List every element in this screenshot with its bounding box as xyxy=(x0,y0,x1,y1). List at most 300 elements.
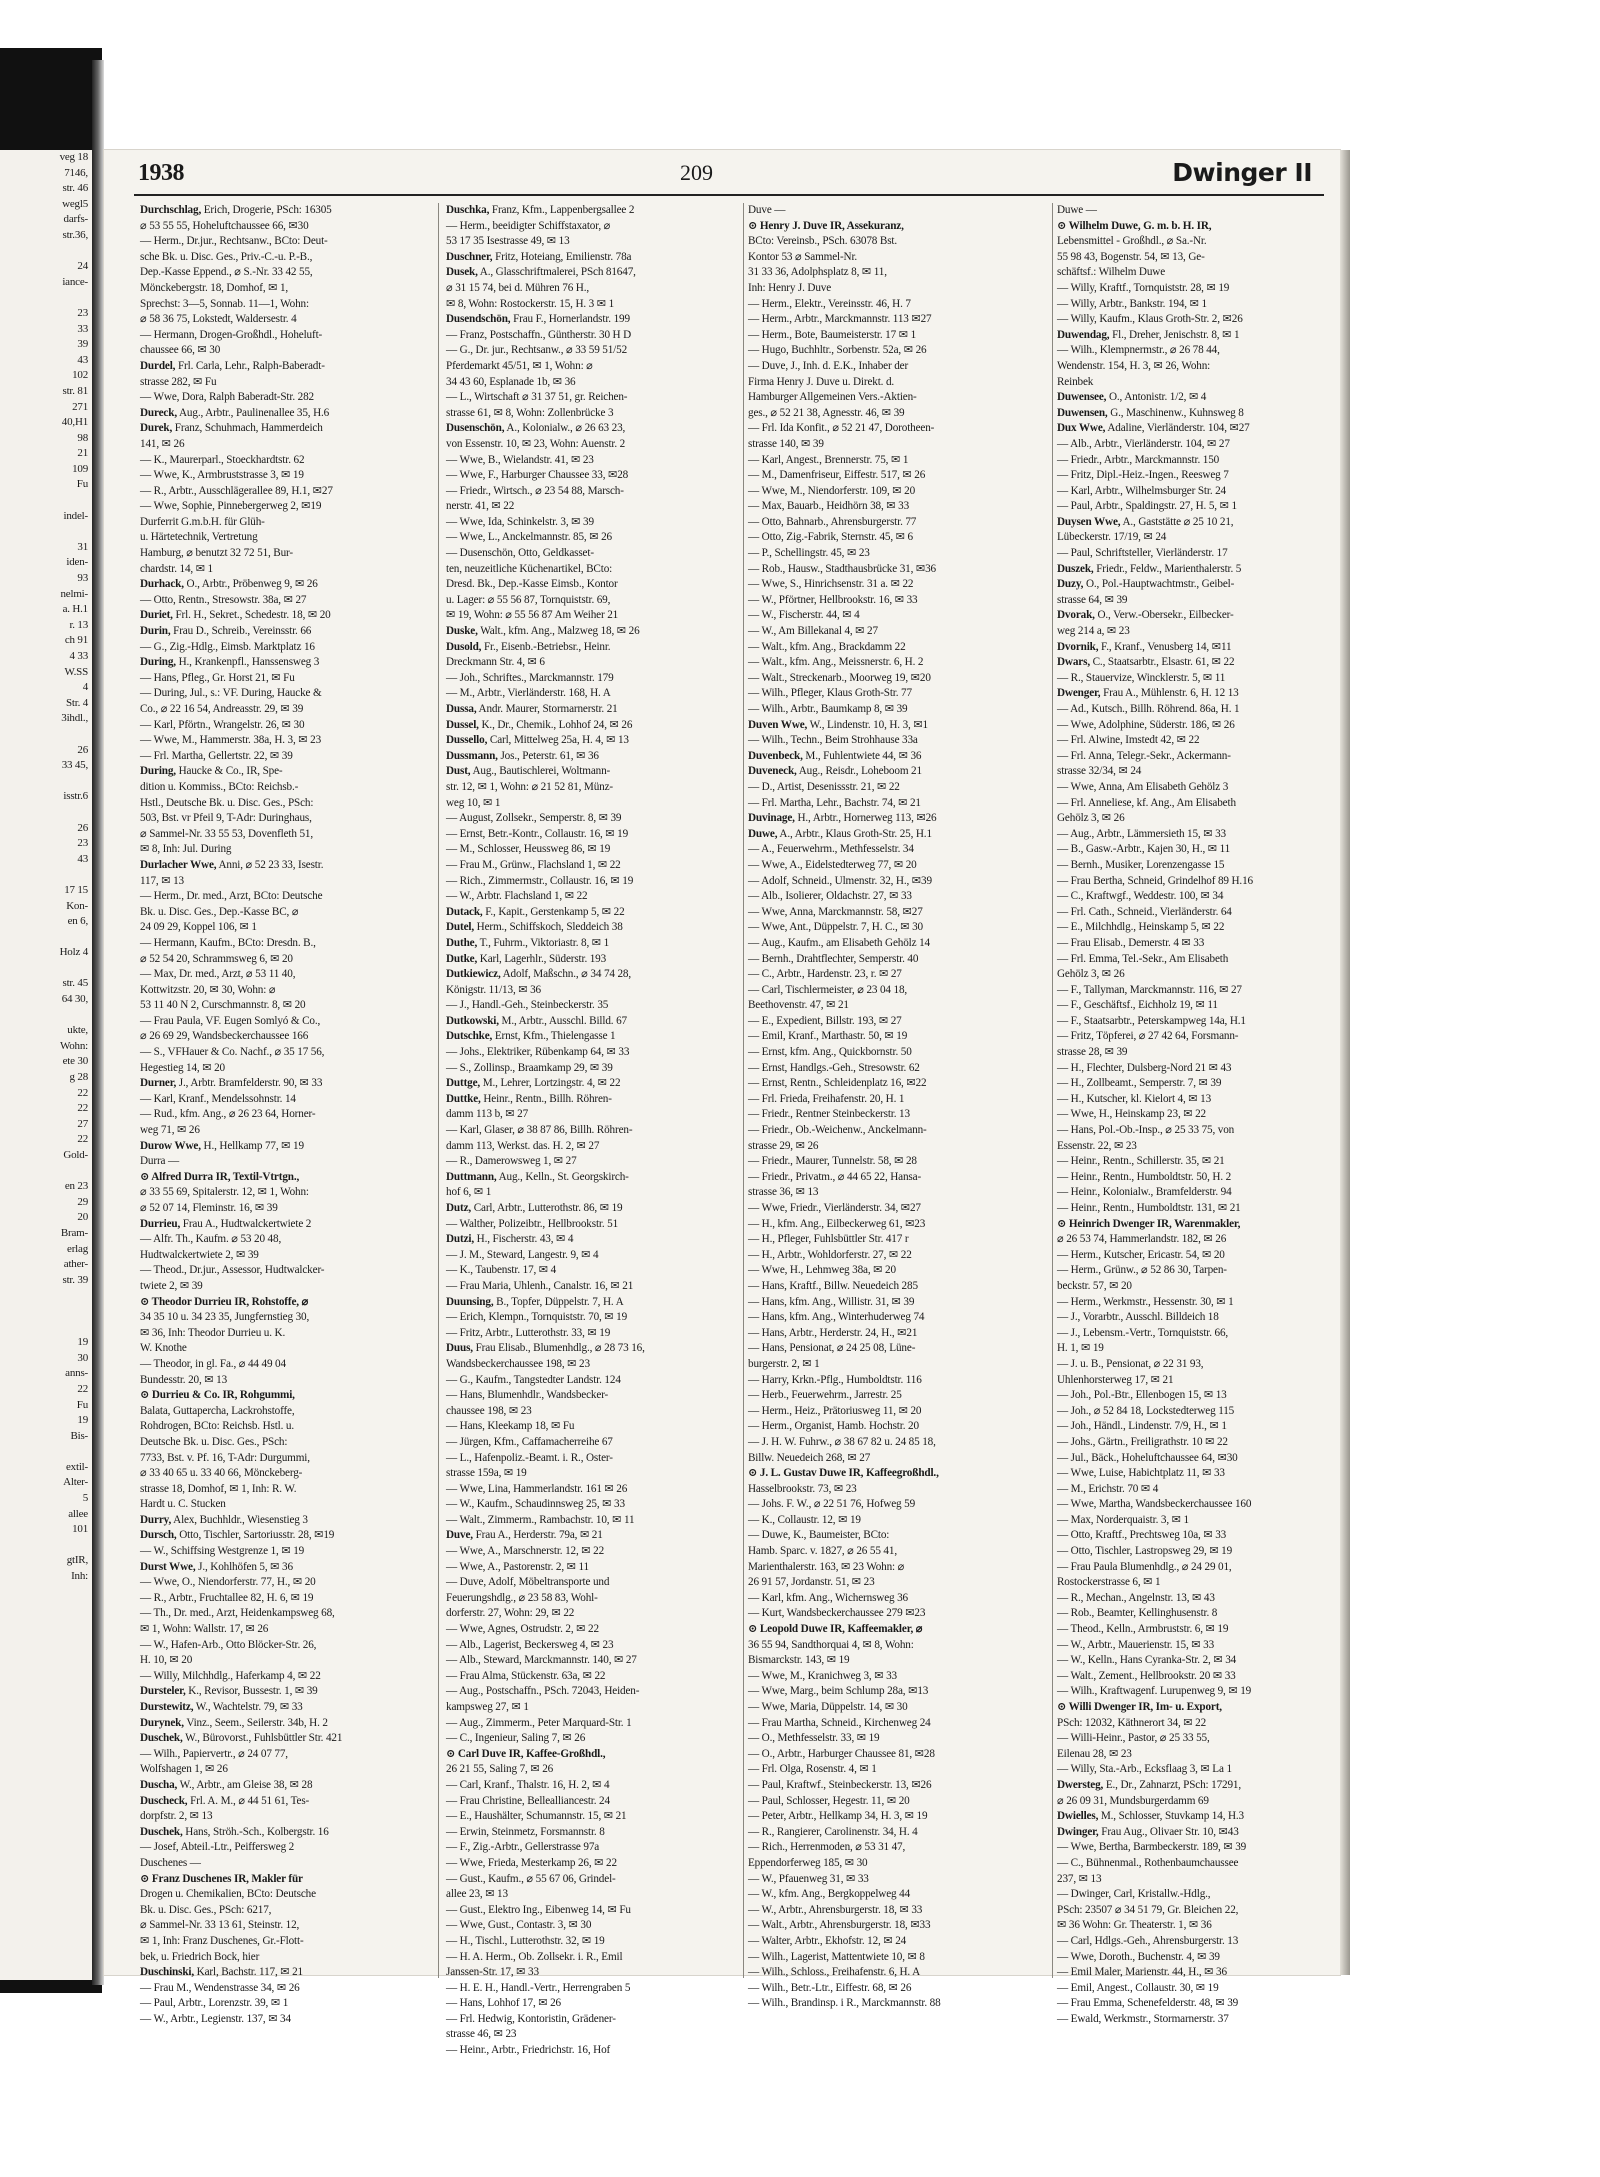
directory-entry: — Wwe, L., Anckelmannstr. 85, ✉ 26 xyxy=(446,531,612,544)
directory-entry: ⊙ J. L. Gustav Duwe IR, Kaffeegroßhdl., xyxy=(748,1467,939,1480)
margin-fragment: 22 xyxy=(77,1133,88,1146)
directory-entry: Dutz, Carl, Arbtr., Lutterothstr. 86, ✉ 19 xyxy=(446,1202,623,1214)
directory-entry: Duwendag, Fl., Dreher, Jenischstr. 8, ✉ 1 xyxy=(1057,328,1240,341)
directory-entry: Duschner, Fritz, Hoteiang, Emilienstr. 78a xyxy=(446,250,632,263)
directory-entry: — Herm., Elektr., Vereinsstr. 46, H. 7 xyxy=(748,297,911,310)
directory-entry: Lebensmittel - Großhdl., ⌀ Sa.-Nr. xyxy=(1057,235,1207,248)
directory-entry: 26 91 57, Jordanstr. 51, ✉ 23 xyxy=(748,1576,875,1589)
directory-entry: 53 17 35 Isestrasse 49, ✉ 13 xyxy=(446,235,570,248)
directory-entry: — Frl. Emma, Tel.-Sekr., Am Elisabeth xyxy=(1057,952,1229,965)
directory-entry: Dwersteg, E., Dr., Zahnarzt, PSch: 17291, xyxy=(1057,1778,1242,1791)
margin-fragment xyxy=(0,1444,92,1460)
directory-entry: Durferrit G.m.b.H. für Glüh- xyxy=(140,515,265,528)
directory-entry: — Joh., Pol.-Btr., Ellenbogen 15, ✉ 13 xyxy=(1057,1389,1227,1402)
directory-entry: — Frl. Olga, Rosenstr. 4, ✉ 1 xyxy=(748,1763,877,1776)
directory-entry: — Wwe, M., Kranichweg 3, ✉ 33 xyxy=(748,1669,897,1682)
directory-entry: — H., Kutscher, kl. Kielort 4, ✉ 13 xyxy=(1057,1092,1212,1105)
directory-entry: Dwenger, Frau A., Mühlenstr. 6, H. 12 13 xyxy=(1057,687,1239,700)
directory-entry: 31 33 36, Adolphsplatz 8, ✉ 11, xyxy=(748,266,887,279)
directory-entry: — Hans, Lohhof 17, ✉ 26 xyxy=(446,1997,561,2010)
directory-entry: — A., Feuerwehrm., Methfesselstr. 34 xyxy=(748,843,914,856)
directory-entry: Durhack, O., Arbtr., Pröbenweg 9, ✉ 26 xyxy=(140,578,318,591)
directory-entry: — Max, Dr. med., Arzt, ⌀ 53 11 40, xyxy=(140,968,296,981)
margin-fragment: anns- xyxy=(65,1367,88,1380)
margin-fragment xyxy=(0,805,92,821)
margin-fragment: Gold- xyxy=(63,1149,88,1161)
directory-entry: — Wwe, A., Marschnerstr. 12, ✉ 22 xyxy=(446,1545,605,1558)
margin-fragment: Bis- xyxy=(70,1429,88,1442)
directory-entry: ⌀ 52 54 20, Schrammsweg 6, ✉ 20 xyxy=(140,952,293,965)
directory-entry: — Hans, Arbtr., Herderstr. 24, H., ✉21 xyxy=(748,1326,918,1339)
directory-entry: — Paul, Arbtr., Lorenzstr. 39, ✉ 1 xyxy=(140,1997,289,2010)
directory-entry: — Wwe, H., Heinskamp 23, ✉ 22 xyxy=(1057,1108,1206,1121)
directory-entry: — Johs. F. W., ⌀ 22 51 76, Hofweg 59 xyxy=(748,1498,916,1511)
margin-fragment: g 28 xyxy=(69,1071,88,1084)
directory-entry: Hardt u. C. Stucken xyxy=(140,1498,226,1511)
directory-entry: 53 11 40 N 2, Curschmannstr. 8, ✉ 20 xyxy=(140,999,306,1012)
directory-entry: — Hans, Kraftf., Billw. Neuedeich 285 xyxy=(748,1279,918,1292)
margin-fragment xyxy=(0,1288,92,1304)
directory-entry: — R., Rangierer, Carolinenstr. 34, H. 4 xyxy=(748,1825,918,1838)
directory-entry: — Wwe, F., Harburger Chaussee 33, ✉28 xyxy=(446,469,629,482)
directory-entry: — P., Schellingstr. 45, ✉ 23 xyxy=(748,547,870,560)
directory-entry: Duschenes — xyxy=(140,1856,201,1869)
margin-fragment: 5 xyxy=(82,1492,88,1505)
margin-fragment xyxy=(0,1320,92,1336)
directory-entry: — Frl. Frieda, Freihafenstr. 20, H. 1 xyxy=(748,1092,905,1105)
margin-fragment: Wohn: xyxy=(59,1039,88,1052)
directory-entry: — Alb., Isolierer, Oldachstr. 27, ✉ 33 xyxy=(748,890,912,903)
directory-entry: — Theod., Kelln., Armbruststr. 6, ✉ 19 xyxy=(1057,1623,1229,1636)
directory-entry: — F., Zig.-Arbtr., Gellerstrasse 97a xyxy=(446,1841,600,1854)
directory-entry: Eppendorferweg 185, ✉ 30 xyxy=(748,1856,868,1869)
directory-entry: 34 35 10 u. 34 23 35, Jungfernstieg 30, xyxy=(140,1311,310,1324)
directory-entry: — Wilh., Arbtr., Baumkamp 8, ✉ 39 xyxy=(748,703,908,715)
directory-entry: weg 10, ✉ 1 xyxy=(446,796,501,809)
directory-entry: Dust, Aug., Bautischlerei, Woltmann- xyxy=(446,765,611,778)
directory-entry: Durdel, Frl. Carla, Lehr., Ralph-Baberadt- xyxy=(140,359,325,372)
directory-entry: — Willy, Kraftf., Tornquiststr. 28, ✉ 19 xyxy=(1057,281,1230,294)
directory-entry: — Rich., Zimmermstr., Collaustr. 16, ✉ 19 xyxy=(446,874,634,887)
directory-entry: — Gust., Kaufm., ⌀ 55 67 06, Grindel- xyxy=(446,1872,616,1885)
directory-entry: — Wwe, Frieda, Mesterkamp 26, ✉ 22 xyxy=(446,1856,617,1869)
directory-entry: Dreckmann Str. 4, ✉ 6 xyxy=(446,656,545,669)
directory-entry: strasse 29, ✉ 26 xyxy=(748,1139,819,1152)
directory-entry: Hamburg, ⌀ benutzt 32 72 51, Bur- xyxy=(140,547,293,560)
directory-entry: beckstr. 57, ✉ 20 xyxy=(1057,1279,1132,1292)
directory-entry: — S., VFHauer & Co. Nachf., ⌀ 35 17 56, xyxy=(140,1046,325,1059)
directory-entry: — Erwin, Steinmetz, Forsmannstr. 8 xyxy=(446,1825,605,1838)
directory-entry: — Kurt, Wandsbeckerchaussee 279 ✉23 xyxy=(748,1607,926,1620)
directory-entry: — Frl. Alwine, Imstedt 42, ✉ 22 xyxy=(1057,734,1200,747)
directory-entry: Dresd. Bk., Dep.-Kasse Eimsb., Kontor xyxy=(446,578,618,591)
directory-entry: — Fritz, Dipl.-Heiz.-Ingen., Reesweg 7 xyxy=(1057,469,1229,482)
directory-entry: Duscha, W., Arbtr., am Gleise 38, ✉ 28 xyxy=(140,1778,313,1791)
directory-entry: PSch: 12032, Käthnerort 34, ✉ 22 xyxy=(1057,1716,1207,1729)
directory-entry: — R., Arbtr., Ausschlägerallee 89, H.1, ✉27 xyxy=(140,484,333,497)
margin-fragment xyxy=(0,961,92,977)
running-title: Dwinger II xyxy=(1172,158,1312,187)
directory-entry: — Walt., kfm. Ang., Meissnerstr. 6, H. 2 xyxy=(748,656,924,669)
directory-entry: Mönckebergstr. 18, Domhof, ✉ 1, xyxy=(140,281,289,294)
margin-fragment: 93 xyxy=(77,572,88,585)
directory-entry: Duwensen, G., Maschinenw., Kuhnsweg 8 xyxy=(1057,406,1244,419)
directory-entry: Duschek, Hans, Ströh.-Sch., Kolbergstr. 16 xyxy=(140,1825,329,1838)
directory-entry: — J., Handl.-Geh., Steinbeckerstr. 35 xyxy=(446,999,609,1012)
directory-entry: chardstr. 14, ✉ 1 xyxy=(140,562,214,575)
directory-entry: Duschinski, Karl, Bachstr. 117, ✉ 21 xyxy=(140,1966,304,1979)
directory-entry: ✉ 8, Inh: Jul. During xyxy=(140,843,232,856)
directory-entry: — Frl. Anna, Telegr.-Sekr., Ackermann- xyxy=(1057,749,1231,762)
directory-entry: — M., Damenfriseur, Eiffestr. 517, ✉ 26 xyxy=(748,469,926,482)
directory-entry: — C., Ingenieur, Saling 7, ✉ 26 xyxy=(446,1732,586,1745)
margin-fragment: 31 xyxy=(77,540,88,553)
directory-entry: Duschka, Franz, Kfm., Lappenbergsallee 2 xyxy=(446,204,635,216)
directory-entry: Durin, Frau D., Schreib., Vereinsstr. 66 xyxy=(140,625,312,638)
directory-entry: — Peter, Arbtr., Hellkamp 34, H. 3, ✉ 19 xyxy=(748,1810,928,1823)
directory-entry: ⌀ 33 40 65 u. 33 40 66, Mönckeberg- xyxy=(140,1467,303,1480)
directory-entry: twiete 2, ✉ 39 xyxy=(140,1279,203,1292)
directory-entry: Bk. u. Disc. Ges., PSch: 6217, xyxy=(140,1903,272,1916)
directory-entry: Duwensee, O., Antonistr. 1/2, ✉ 4 xyxy=(1057,391,1207,404)
directory-entry: — Frl. Anneliese, kf. Ang., Am Elisabeth xyxy=(1057,796,1236,809)
directory-entry: PSch: 23507 ⌀ 34 51 79, Gr. Bleichen 22, xyxy=(1057,1903,1239,1916)
directory-entry: Durstewitz, W., Wachtelstr. 79, ✉ 33 xyxy=(140,1701,303,1713)
margin-fragment: Fu xyxy=(76,1398,88,1411)
directory-entry: damm 113, Werkst. das. H. 2, ✉ 27 xyxy=(446,1139,600,1152)
directory-entry: — Karl, kfm. Ang., Wichernsweg 36 xyxy=(748,1591,908,1604)
directory-entry: — Frl. Martha, Lehr., Bachstr. 74, ✉ 21 xyxy=(748,796,921,809)
directory-entry: — Wwe, A., Pastorenstr. 2, ✉ 11 xyxy=(446,1560,590,1573)
directory-entry: Dusenschön, A., Kolonialw., ⌀ 26 63 23, xyxy=(446,422,626,435)
directory-entry: Gehölz 3, ✉ 26 xyxy=(1057,968,1125,981)
directory-entry: Dutkowski, M., Arbtr., Ausschl. Billd. 67 xyxy=(446,1014,627,1027)
directory-entry: — Willy, Arbtr., Bankstr. 194, ✉ 1 xyxy=(1057,297,1207,310)
directory-entry: — Friedr., Privatm., ⌀ 44 65 22, Hansa- xyxy=(748,1170,922,1183)
directory-entry: Duunsing, B., Topfer, Düppelstr. 7, H. A xyxy=(446,1295,624,1308)
directory-entry: — Herm., Dr. med., Arzt, BCto: Deutsche xyxy=(140,890,323,903)
directory-entry: ⊙ Carl Duve IR, Kaffee-Großhdl., xyxy=(446,1747,606,1760)
directory-entry: Durrieu, Frau A., Hudtwalckertwiete 2 xyxy=(140,1217,312,1230)
directory-entry: — Otto, Kraftf., Prechtsweg 10a, ✉ 33 xyxy=(1057,1529,1227,1542)
directory-entry: — Bernh., Musiker, Lorenzengasse 15 xyxy=(1057,858,1225,871)
directory-entry: — L., Wirtschaft ⌀ 31 37 51, gr. Reichen- xyxy=(446,391,628,404)
directory-entry: Dutschke, Ernst, Kfm., Thielengasse 1 xyxy=(446,1030,616,1043)
directory-entry: — Wwe, B., Wielandstr. 41, ✉ 23 xyxy=(446,453,594,466)
directory-entry: — Heinr., Rentn., Humboldtstr. 131, ✉ 21 xyxy=(1057,1202,1241,1214)
directory-entry: Dussel, K., Dr., Chemik., Lohhof 24, ✉ 26 xyxy=(446,718,633,731)
directory-entry: — W., Arbtr., Legienstr. 137, ✉ 34 xyxy=(140,2012,291,2025)
margin-fragment: en 6, xyxy=(67,915,88,928)
margin-fragment: 109 xyxy=(72,462,88,475)
directory-entry: — Ad., Kutsch., Billh. Röhrend. 86a, H. 1 xyxy=(1057,703,1240,715)
directory-entry: Wendenstr. 154, H. 3, ✉ 26, Wohn: xyxy=(1057,359,1211,372)
directory-entry: Duus, Frau Elisab., Blumenhdlg., ⌀ 28 73 16, xyxy=(446,1342,645,1355)
directory-entry: strasse 36, ✉ 13 xyxy=(748,1186,819,1199)
directory-entry: — Otto, Bahnarb., Ahrensburgerstr. 77 xyxy=(748,515,917,528)
margin-fragment xyxy=(0,290,92,306)
directory-entry: — H. A. Herm., Ob. Zollsekr. i. R., Emil xyxy=(446,1950,623,1963)
directory-entry: Duysen Wwe, A., Gaststätte ⌀ 25 10 21, xyxy=(1057,515,1234,528)
directory-entry: ⊙ Heinrich Dwenger IR, Warenmakler, xyxy=(1057,1217,1241,1230)
gutter-shadow xyxy=(92,60,104,1985)
directory-entry: — Willy, Sta.-Arb., Ecksflaag 3, ✉ La 1 xyxy=(1057,1763,1232,1776)
directory-entry: — Ernst, Rentn., Schleidenplatz 16, ✉22 xyxy=(748,1077,927,1090)
directory-entry: strasse 159a, ✉ 19 xyxy=(446,1467,527,1480)
directory-entry: Dusold, Fr., Eisenb.-Betriebsr., Heinr. xyxy=(446,640,611,653)
margin-fragment: Kon- xyxy=(66,899,88,912)
page-year: 1938 xyxy=(138,160,184,186)
directory-entry: Dusendschön, Frau F., Hornerlandstr. 199 xyxy=(446,313,630,326)
directory-entry: Duveneck, Aug., Reisdr., Loheboom 21 xyxy=(748,765,922,778)
directory-entry: ⌀ Sammel-Nr. 33 55 53, Dovenfleth 51, xyxy=(140,827,314,840)
margin-fragment: 17 15 xyxy=(64,883,88,896)
directory-entry: Hudtwalckertwiete 2, ✉ 39 xyxy=(140,1248,259,1261)
directory-entry: bek, u. Friedrich Bock, hier xyxy=(140,1950,260,1963)
directory-entry: Dusek, A., Glasschriftmalerei, PSch 81647, xyxy=(446,266,636,279)
directory-entry: ✉ 1, Inh: Franz Duschenes, Gr.-Flott- xyxy=(140,1934,304,1947)
directory-entry: Durry, Alex, Buchhldr., Wiesenstieg 3 xyxy=(140,1513,308,1526)
margin-fragment: ather- xyxy=(63,1258,88,1271)
directory-entry: — Dwinger, Carl, Kristallw.-Hdlg., xyxy=(1057,1888,1211,1901)
directory-entry: — Walt., Arbtr., Ahrensburgerstr. 18, ✉33 xyxy=(748,1919,931,1932)
directory-entry: — Wilh., Techn., Beim Strohhause 33a xyxy=(748,734,918,747)
margin-fragment: wegl5 xyxy=(62,197,88,210)
directory-entry: ⊙ Durrieu & Co. IR, Rohgummi, xyxy=(140,1389,295,1402)
directory-entry: — Carl, Tischlermeister, ⌀ 23 04 18, xyxy=(748,983,908,996)
directory-entry: — Hans, Pensionat, ⌀ 24 25 08, Lüne- xyxy=(748,1342,916,1355)
directory-entry: — R., Mechan., Angelnstr. 13, ✉ 43 xyxy=(1057,1591,1215,1604)
directory-entry: chaussee 198, ✉ 23 xyxy=(446,1404,532,1417)
margin-fragment: 23 xyxy=(77,837,88,850)
directory-entry: Durow Wwe, H., Hellkamp 77, ✉ 19 xyxy=(140,1139,304,1152)
directory-entry: — Wwe, A., Eidelstedterweg 77, ✉ 20 xyxy=(748,858,917,871)
directory-entry: ⌀ 26 53 74, Hammerlandstr. 182, ✉ 26 xyxy=(1057,1233,1227,1246)
directory-entry: During, Haucke & Co., IR, Spe- xyxy=(140,765,283,778)
directory-entry: — Otto, Tischler, Lastropsweg 29, ✉ 19 xyxy=(1057,1545,1233,1558)
directory-entry: Balata, Guttapercha, Lackrohstoffe, xyxy=(140,1404,295,1417)
directory-entry: — W., Am Billekanal 4, ✉ 27 xyxy=(748,625,878,638)
margin-fragment: 271 xyxy=(72,400,88,413)
directory-entry: — Frau M., Wendenstrasse 34, ✉ 26 xyxy=(140,1981,300,1994)
directory-entry: Duwe, A., Arbtr., Klaus Groth-Str. 25, H.1 xyxy=(748,827,932,840)
directory-entry: — Paul, Schriftsteller, Vierländerstr. 17 xyxy=(1057,547,1228,560)
directory-entry: str. 12, ✉ 1, Wohn: ⌀ 21 52 81, Münz- xyxy=(446,780,614,793)
directory-entry: — W., Schiffsing Westgrenze 1, ✉ 19 xyxy=(140,1545,305,1558)
directory-entry: Duzy, O., Pol.-Hauptwachtmstr., Geibel- xyxy=(1057,578,1235,591)
margin-fragment: 19 xyxy=(77,1336,88,1349)
directory-entry: von Essenstr. 10, ✉ 23, Wohn: Auenstr. 2 xyxy=(446,437,626,450)
directory-entry: — W., Arbtr., Ahrensburgerstr. 18, ✉ 33 xyxy=(748,1903,923,1916)
directory-entry: Bk. u. Disc. Ges., Dep.-Kasse BC, ⌀ xyxy=(140,905,299,918)
margin-fragment: 64 30, xyxy=(61,993,88,1006)
directory-entry: Duriet, Frl. H., Sekret., Schedestr. 18, ✉ 20 xyxy=(140,609,331,622)
margin-fragment: erlag xyxy=(67,1242,88,1255)
directory-entry: — Willi-Heinr., Pastor, ⌀ 25 33 55, xyxy=(1057,1732,1210,1745)
column-divider xyxy=(1052,203,1053,1978)
directory-entry: ⌀ Sammel-Nr. 33 13 61, Steinstr. 12, xyxy=(140,1919,300,1932)
directory-entry: — Ernst, kfm. Ang., Quickbornstr. 50 xyxy=(748,1046,912,1059)
directory-entry: — Hermann, Kaufm., BCto: Dresdn. B., xyxy=(140,936,316,949)
directory-entry: ⊙ Theodor Durrieu IR, Rohstoffe, ⌀ xyxy=(140,1295,309,1308)
directory-entry: ⌀ 53 55 55, Hoheluftchaussee 66, ✉30 xyxy=(140,219,309,232)
directory-entry: — Heinr., Rentn., Humboldtstr. 50, H. 2 xyxy=(1057,1170,1232,1183)
margin-fragment: extil- xyxy=(65,1460,88,1473)
directory-entry: Durner, J., Arbtr. Bramfelderstr. 90, ✉ 33 xyxy=(140,1077,323,1090)
directory-entry: — Frau M., Grünw., Flachsland 1, ✉ 22 xyxy=(446,858,621,871)
margin-fragment xyxy=(0,524,92,540)
directory-entry: Firma Henry J. Duve u. Direkt. d. xyxy=(748,375,895,388)
directory-entry: Eilenau 28, ✉ 23 xyxy=(1057,1747,1132,1760)
directory-entry: Duscheck, Frl. A. M., ⌀ 44 51 61, Tes- xyxy=(140,1794,310,1807)
directory-entry: — Fritz, Töpferei, ⌀ 27 42 64, Forsmann- xyxy=(1057,1030,1239,1043)
directory-entry: Reinbek xyxy=(1057,375,1094,388)
directory-entry: weg 71, ✉ 26 xyxy=(140,1124,200,1137)
directory-entry: Bismarckstr. 143, ✉ 19 xyxy=(748,1654,850,1667)
directory-entry: 141, ✉ 26 xyxy=(140,437,185,450)
directory-entry: — Herm., Organist, Hamb. Hochstr. 20 xyxy=(748,1420,919,1433)
header-rule xyxy=(134,194,1324,196)
directory-entry: sche Bk. u. Disc. Ges., Priv.-C.-u. P.-B., xyxy=(140,250,313,263)
directory-entry: — Emil, Angest., Collaustr. 30, ✉ 19 xyxy=(1057,1981,1219,1994)
column-divider xyxy=(743,203,744,1978)
directory-entry: ⊙ Willi Dwenger IR, Im- u. Export, xyxy=(1057,1701,1222,1713)
directory-entry: — Herm., Werkmstr., Hessenstr. 30, ✉ 1 xyxy=(1057,1295,1234,1308)
directory-entry: — Joh., ⌀ 52 84 18, Lockstedterweg 115 xyxy=(1057,1404,1235,1417)
directory-entry: — Alb., Lagerist, Beckersweg 4, ✉ 23 xyxy=(446,1638,614,1651)
directory-entry: dorpfstr. 2, ✉ 13 xyxy=(140,1810,213,1823)
margin-fragment: 26 xyxy=(77,743,88,756)
directory-entry: — Wwe, Marg., beim Schlump 28a, ✉13 xyxy=(748,1685,929,1698)
margin-fragment: r. 13 xyxy=(69,618,88,631)
directory-entry: Co., ⌀ 22 16 54, Andreasstr. 29, ✉ 39 xyxy=(140,703,304,715)
directory-entry: — Adolf, Schneid., Ulmenstr. 32, H., ✉39 xyxy=(748,874,932,887)
directory-entry: 237, ✉ 13 xyxy=(1057,1872,1102,1885)
directory-entry: — G., Zig.-Hdlg., Eimsb. Marktplatz 16 xyxy=(140,640,315,653)
margin-fragment: 22 xyxy=(77,1382,88,1395)
directory-entry: — O., Arbtr., Harburger Chaussee 81, ✉28 xyxy=(748,1747,935,1760)
directory-entry: — Frau Emma, Schenefelderstr. 48, ✉ 39 xyxy=(1057,1997,1239,2010)
directory-entry: — H., Zollbeamt., Semperstr. 7, ✉ 39 xyxy=(1057,1077,1222,1090)
directory-entry: — August, Zollsekr., Semperstr. 8, ✉ 39 xyxy=(446,812,622,825)
directory-entry: — Willy, Kaufm., Klaus Groth-Str. 2, ✉26 xyxy=(1057,313,1243,326)
margin-fragment: 43 xyxy=(77,852,88,865)
margin-fragment: 43 xyxy=(77,353,88,366)
directory-entry: — H., Pfleger, Fuhlsbüttler Str. 417 r xyxy=(748,1233,909,1246)
directory-entry: 26 21 55, Saling 7, ✉ 26 xyxy=(446,1763,554,1776)
directory-entry: — Th., Dr. med., Arzt, Heidenkampsweg 68, xyxy=(140,1607,335,1620)
directory-entry: — Alb., Arbtr., Vierländerstr. 104, ✉ 27 xyxy=(1057,437,1230,450)
directory-entry: Durchschlag, Erich, Drogerie, PSch: 16305 xyxy=(140,204,332,216)
directory-entry: burgerstr. 2, ✉ 1 xyxy=(748,1357,820,1370)
margin-fragment: veg 18 xyxy=(59,151,88,163)
directory-entry: — Walt., kfm. Ang., Brackdamm 22 xyxy=(748,640,906,653)
directory-entry: Rostockerstrasse 6, ✉ 1 xyxy=(1057,1576,1161,1589)
directory-entry: Duszek, Friedr., Feldw., Marienthalerstr. 5 xyxy=(1057,562,1242,575)
directory-entry: — Herm., Heiz., Prätoriusweg 11, ✉ 20 xyxy=(748,1404,922,1417)
directory-entry: — F., Staatsarbtr., Peterskampweg 14a, H.1 xyxy=(1057,1014,1246,1027)
directory-entry: — E., Haushälter, Schumannstr. 15, ✉ 21 xyxy=(446,1810,627,1823)
directory-entry: Dureck, Aug., Arbtr., Paulinenallee 35, H.6 xyxy=(140,406,330,419)
margin-fragment: 29 xyxy=(77,1195,88,1208)
directory-entry: — Karl, Pförtn., Wrangelstr. 26, ✉ 30 xyxy=(140,718,305,731)
directory-entry: chaussee 66, ✉ 30 xyxy=(140,344,221,357)
directory-entry: — J., Lebensm.-Vertr., Tornquiststr. 66, xyxy=(1057,1326,1229,1339)
directory-entry: strasse 46, ✉ 23 xyxy=(446,2028,517,2041)
directory-entry: — Alfr. Th., Kaufm. ⌀ 53 20 48, xyxy=(140,1233,282,1246)
directory-entry: — K., Maurerparl., Stoeckhardtstr. 62 xyxy=(140,453,305,466)
directory-entry: — B., Gasw.-Arbtr., Kajen 30, H., ✉ 11 xyxy=(1057,843,1231,856)
directory-entry: Königstr. 11/13, ✉ 36 xyxy=(446,983,542,996)
directory-entry: During, H., Krankenpfl., Hanssensweg 3 xyxy=(140,656,320,669)
directory-entry: strasse 28, ✉ 39 xyxy=(1057,1046,1128,1059)
directory-entry: — Paul, Kraftwf., Steinbeckerstr. 13, ✉26 xyxy=(748,1778,932,1791)
directory-entry: — Theodor, in gl. Fa., ⌀ 44 49 04 xyxy=(140,1357,286,1370)
directory-entry: — Wilh., Brandinsp. i R., Marckmannstr. 88 xyxy=(748,1997,941,2010)
directory-entry: — Wwe, K., Armbruststrasse 3, ✉ 19 xyxy=(140,469,304,482)
margin-fragment: darfs- xyxy=(63,213,88,226)
directory-entry: Dutack, F., Kapit., Gerstenkamp 5, ✉ 22 xyxy=(446,905,625,918)
margin-fragment: Bram- xyxy=(60,1226,88,1239)
directory-entry: — Aug., Postschaffn., PSch. 72043, Heiden- xyxy=(446,1685,640,1698)
directory-entry: — Hans, kfm. Ang., Winterhuderweg 74 xyxy=(748,1311,925,1324)
directory-entry: Janssen-Str. 17, ✉ 33 xyxy=(446,1966,539,1979)
directory-entry: — Heinr., Rentn., Schillerstr. 35, ✉ 21 xyxy=(1057,1155,1225,1168)
directory-entry: strasse 64, ✉ 39 xyxy=(1057,593,1128,606)
directory-entry: — Wwe, Ida, Schinkelstr. 3, ✉ 39 xyxy=(446,515,594,528)
directory-entry: — Wwe, Adolphine, Süderstr. 186, ✉ 26 xyxy=(1057,718,1235,731)
directory-entry: Feuerungshdlg., ⌀ 23 58 83, Wohl- xyxy=(446,1591,598,1604)
directory-entry: — Friedr., Ob.-Weichenw., Anckelmann- xyxy=(748,1124,927,1137)
margin-fragment xyxy=(0,1538,92,1554)
directory-entry: Hamburger Allgemeinen Vers.-Aktien- xyxy=(748,391,917,404)
directory-entry: — W., Kaufm., Schaudinnsweg 25, ✉ 33 xyxy=(446,1498,625,1511)
directory-entry: Dutzi, H., Fischerstr. 43, ✉ 4 xyxy=(446,1233,574,1246)
directory-entry: — Heinr., Arbtr., Friedrichstr. 16, Hof xyxy=(446,2044,611,2057)
directory-entry: — Joh., Händl., Lindenstr. 7/9, H., ✉ 1 xyxy=(1057,1420,1227,1433)
directory-entry: ⊙ Henry J. Duve IR, Assekuranz, xyxy=(748,219,904,232)
directory-entry: — Dusenschön, Otto, Geldkasset- xyxy=(446,547,594,560)
directory-entry: 36 55 94, Sandthorquai 4, ✉ 8, Wohn: xyxy=(748,1638,914,1651)
directory-entry: — Bernh., Drahtflechter, Semperstr. 40 xyxy=(748,952,919,965)
margin-fragment: 20 xyxy=(77,1211,88,1224)
directory-entry: Beethovenstr. 47, ✉ 21 xyxy=(748,999,849,1012)
directory-entry: — Wwe, Doroth., Buchenstr. 4, ✉ 39 xyxy=(1057,1950,1220,1963)
directory-entry: — W., Arbtr., Mauerienstr. 15, ✉ 33 xyxy=(1057,1638,1215,1651)
directory-entry: — Ernst, Handlgs.-Geh., Stresowstr. 62 xyxy=(748,1061,920,1074)
directory-entry: — K., Collaustr. 12, ✉ 19 xyxy=(748,1513,861,1526)
margin-fragment: 33 xyxy=(77,322,88,335)
margin-fragment: str. 81 xyxy=(62,384,88,397)
margin-fragment: ch 91 xyxy=(64,634,88,647)
directory-entry: dorferstr. 27, Wohn: 29, ✉ 22 xyxy=(446,1607,575,1620)
directory-entry: strasse 18, Domhof, ✉ 1, Inh: R. W. xyxy=(140,1482,297,1495)
directory-entry: — Friedr., Wirtsch., ⌀ 23 54 88, Marsch- xyxy=(446,484,624,497)
directory-entry: — Frau Elisab., Demerstr. 4 ✉ 33 xyxy=(1057,936,1205,949)
directory-entry: — Wwe, Bertha, Barmbeckerstr. 189, ✉ 39 xyxy=(1057,1841,1247,1854)
directory-entry: Dux Wwe, Adaline, Vierländerstr. 104, ✉27 xyxy=(1057,422,1250,435)
directory-entry: — Theod., Dr.jur., Assessor, Hudtwalcker- xyxy=(140,1264,325,1277)
directory-entry: — W., Fischerstr. 44, ✉ 4 xyxy=(748,609,860,622)
directory-entry: — Karl, Kranf., Mendelssohnstr. 14 xyxy=(140,1092,296,1105)
directory-entry: dition u. Kommiss., BCto: Reichsb.- xyxy=(140,780,299,793)
directory-entry: ⌀ 33 55 69, Spitalerstr. 12, ✉ 1, Wohn: xyxy=(140,1186,309,1199)
directory-entry: W. Knothe xyxy=(140,1342,187,1355)
directory-entry: Durra — xyxy=(140,1155,180,1168)
directory-entry: — M., Arbtr., Vierländerstr. 168, H. A xyxy=(446,687,611,700)
directory-entry: — Hans, Pol.-Ob.-Insp., ⌀ 25 33 75, von xyxy=(1057,1124,1235,1137)
directory-entry: — Hermann, Drogen-Großhdl., Hoheluft- xyxy=(140,328,323,341)
